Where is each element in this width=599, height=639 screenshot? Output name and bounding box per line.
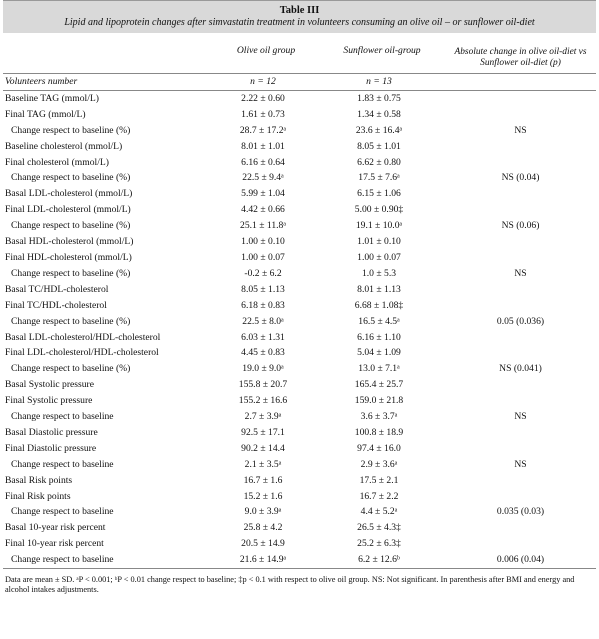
table-row: [3, 139, 596, 155]
row-label: Change respect to baseline (%): [11, 315, 131, 327]
sunflower-value: 25.2 ± 6.3‡: [357, 538, 401, 550]
olive-value: 25.8 ± 4.2: [243, 522, 283, 534]
row-label: Final LDL-cholesterol (mmol/L): [5, 204, 131, 216]
olive-value: 8.01 ± 1.01: [241, 140, 285, 152]
change-value: [445, 393, 596, 409]
row-label: Change respect to baseline: [11, 458, 114, 470]
table-row: [3, 186, 596, 202]
olive-value: 8.05 ± 1.13: [241, 283, 285, 295]
table-subtitle: Lipid and lipoprotein changes after simvastatin treatment in volunteers consuming an olive oil – or sunflower oil-diet: [64, 17, 535, 28]
sunflower-value: 159.0 ± 21.8: [354, 395, 404, 407]
sunflower-value: 3.6 ± 3.7ᵃ: [360, 411, 398, 423]
sunflower-value: 97.4 ± 16.0: [357, 442, 401, 454]
row-label: Change respect to baseline (%): [11, 267, 131, 279]
sunflower-value: 16.7 ± 2.2: [359, 490, 399, 502]
sunflower-value: 1.00 ± 0.07: [357, 251, 401, 263]
row-label: Final Diastolic pressure: [5, 442, 97, 454]
row-label: Change respect to baseline (%): [11, 220, 131, 232]
table-title-band: [3, 0, 596, 33]
olive-value: 6.03 ± 1.31: [241, 331, 285, 343]
olive-value: 155.8 ± 20.7: [238, 379, 288, 391]
olive-value: 92.5 ± 17.1: [241, 426, 285, 438]
olive-value: 22.5 ± 8.0ᵃ: [242, 315, 284, 327]
sunflower-value: 16.5 ± 4.5ᵃ: [358, 315, 400, 327]
row-label: Change respect to baseline: [11, 506, 114, 518]
change-value: NS (0.041): [499, 363, 542, 375]
row-label: Final TAG (mmol/L): [5, 108, 86, 120]
change-value: [445, 298, 596, 314]
row-label: Final LDL-cholesterol/HDL-cholesterol: [5, 347, 159, 359]
sunflower-value: 1.83 ± 0.75: [357, 92, 401, 104]
table-row: [3, 457, 596, 473]
change-value: 0.035 (0.03): [496, 506, 545, 518]
sunflower-value: 1.0 ± 5.3: [361, 267, 397, 279]
row-label: Change respect to baseline (%): [11, 172, 131, 184]
change-value: [445, 186, 596, 202]
olive-value: 15.2 ± 1.6: [243, 490, 283, 502]
olive-value: 22.5 ± 9.4ᵃ: [242, 172, 284, 184]
sunflower-value: 17.5 ± 2.1: [359, 474, 399, 486]
row-label: Final TC/HDL-cholesterol: [5, 299, 107, 311]
table-footnote: Data are mean ± SD. ᵃP < 0.001; ᵇP < 0.01 change respect to baseline; ‡p < 0.1 with respect to olive oil group. NS: Not significant. In parenthesis after BMI and energy and alcohol intakes adjustments.: [5, 575, 575, 595]
table-row: [3, 473, 596, 489]
olive-value: 9.0 ± 3.9ᵃ: [244, 506, 282, 518]
lipid-table: [3, 33, 596, 569]
change-value: [445, 520, 596, 536]
change-value: [445, 330, 596, 346]
sunflower-value: 5.00 ± 0.90‡: [354, 204, 404, 216]
change-value: [445, 489, 596, 505]
row-label: Basal Systolic pressure: [5, 379, 94, 391]
header-olive: Olive oil group: [236, 45, 296, 56]
table-row: [3, 266, 596, 282]
row-label: Change respect to baseline (%): [11, 363, 131, 375]
table-row: [3, 377, 596, 393]
table-row: [3, 218, 596, 234]
olive-value: 155.2 ± 16.6: [238, 395, 288, 407]
sunflower-value: 5.04 ± 1.09: [357, 347, 401, 359]
row-label: Basal 10-year risk percent: [5, 522, 106, 534]
table-row: [3, 282, 596, 298]
sunflower-value: 6.16 ± 1.10: [357, 331, 401, 343]
olive-value: 1.61 ± 0.73: [241, 108, 285, 120]
volunteers-change: [445, 74, 596, 91]
change-value: [445, 425, 596, 441]
table-header-row: [3, 33, 596, 74]
change-value: [445, 139, 596, 155]
sunflower-value: 6.68 ± 1.08‡: [354, 299, 404, 311]
olive-value: 1.00 ± 0.07: [241, 251, 285, 263]
change-value: [445, 90, 596, 106]
change-value: NS (0.04): [501, 172, 540, 184]
table-row: [3, 250, 596, 266]
row-label: Final Systolic pressure: [5, 395, 93, 407]
sunflower-value: 19.1 ± 10.0ᵃ: [355, 220, 403, 232]
row-label: Change respect to baseline (%): [11, 124, 131, 136]
change-value: 0.006 (0.04): [445, 552, 596, 568]
table-row: [3, 90, 596, 106]
sunflower-value: 17.5 ± 7.6ᵃ: [358, 172, 400, 184]
change-value: [445, 202, 596, 218]
sunflower-value: 26.5 ± 4.3‡: [357, 522, 401, 534]
change-value: [445, 155, 596, 171]
olive-value: 5.99 ± 1.04: [241, 188, 285, 200]
table-row: [3, 234, 596, 250]
sunflower-value: 1.34 ± 0.58: [357, 108, 401, 120]
sunflower-value: 2.9 ± 3.6ᵃ: [360, 458, 398, 470]
sunflower-value: 13.0 ± 7.1ᵃ: [358, 363, 400, 375]
olive-value: 19.0 ± 9.0ᵃ: [242, 363, 284, 375]
table-body: [3, 90, 596, 568]
row-label: Basal Diastolic pressure: [5, 426, 98, 438]
sunflower-value: 6.2 ± 12.6ᵇ: [325, 552, 445, 568]
row-label: Basal LDL-cholesterol/HDL-cholesterol: [5, 331, 161, 343]
table-row: [3, 489, 596, 505]
table-row: [3, 425, 596, 441]
table-row: [3, 298, 596, 314]
change-value: 0.05 (0.036): [496, 315, 545, 327]
olive-value: 2.7 ± 3.9ᵃ: [244, 411, 282, 423]
olive-value: 6.16 ± 0.64: [241, 156, 285, 168]
sunflower-value: 165.4 ± 25.7: [354, 379, 404, 391]
sunflower-value: 6.15 ± 1.06: [357, 188, 401, 200]
sunflower-value: 1.01 ± 0.10: [357, 236, 401, 248]
table-row: [3, 520, 596, 536]
volunteers-label: Volunteers number: [3, 74, 213, 91]
olive-value: -0.2 ± 6.2: [244, 267, 282, 279]
table-row: [3, 123, 596, 139]
change-value: NS: [514, 124, 527, 136]
sunflower-value: 4.4 ± 5.2ᵃ: [360, 506, 398, 518]
olive-value: 28.7 ± 17.2ᵃ: [239, 124, 287, 136]
change-value: [445, 282, 596, 298]
row-label: Change respect to baseline: [11, 411, 114, 423]
header-label-cell: [3, 33, 213, 74]
olive-value: 21.6 ± 14.9ᵃ: [213, 552, 325, 568]
header-change: Absolute change in olive oil-diet vs Sunflower oil-diet (p): [454, 47, 587, 68]
change-value: NS: [514, 411, 527, 423]
sunflower-value: 100.8 ± 18.9: [354, 426, 404, 438]
row-label: Baseline cholesterol (mmol/L): [5, 140, 123, 152]
table-title: Table III: [279, 5, 320, 16]
change-value: [445, 234, 596, 250]
row-label: Basal TC/HDL-cholesterol: [5, 283, 109, 295]
olive-value: 6.18 ± 0.83: [241, 299, 285, 311]
olive-value: 90.2 ± 14.4: [241, 442, 285, 454]
change-value: [445, 473, 596, 489]
table-row: [3, 361, 596, 377]
change-value: [445, 107, 596, 123]
table-row: [3, 409, 596, 425]
table-row: [3, 155, 596, 171]
table-row: [3, 441, 596, 457]
olive-value: 2.1 ± 3.5ᵃ: [244, 458, 282, 470]
olive-value: 4.45 ± 0.83: [241, 347, 285, 359]
olive-value: 2.22 ± 0.60: [241, 92, 285, 104]
row-label: Basal Risk points: [5, 474, 73, 486]
row-label: Basal HDL-cholesterol (mmol/L): [5, 236, 134, 248]
olive-value: 20.5 ± 14.9: [241, 538, 285, 550]
olive-value: 16.7 ± 1.6: [243, 474, 283, 486]
volunteers-olive: n = 12: [213, 74, 325, 91]
change-value: NS: [514, 458, 527, 470]
olive-value: 25.1 ± 11.8ᵃ: [240, 220, 286, 232]
table-row: [3, 314, 596, 330]
sunflower-value: 6.62 ± 0.80: [357, 156, 401, 168]
change-value: [445, 441, 596, 457]
table-row: [3, 345, 596, 361]
change-value: [445, 250, 596, 266]
volunteers-row: [3, 74, 596, 91]
header-sunflower: Sunflower oil-group: [343, 45, 421, 56]
table-row: [3, 330, 596, 346]
row-label: Basal LDL-cholesterol (mmol/L): [5, 188, 133, 200]
change-value: [445, 345, 596, 361]
olive-value: 4.42 ± 0.66: [241, 204, 285, 216]
table-row: [3, 536, 596, 552]
table-row: [3, 552, 596, 568]
table-row: [3, 393, 596, 409]
table-row: [3, 202, 596, 218]
row-label: Final 10-year risk percent: [5, 538, 104, 550]
change-value: [445, 536, 596, 552]
volunteers-sunflower: n = 13: [325, 74, 445, 91]
row-label: Final HDL-cholesterol (mmol/L): [5, 251, 132, 263]
row-label: Final cholesterol (mmol/L): [5, 156, 109, 168]
sunflower-value: 8.05 ± 1.01: [357, 140, 401, 152]
table-row: [3, 107, 596, 123]
row-label: Baseline TAG (mmol/L): [5, 92, 99, 104]
row-label: Change respect to baseline: [3, 552, 213, 568]
change-value: NS: [514, 267, 527, 279]
sunflower-value: 8.01 ± 1.13: [357, 283, 401, 295]
change-value: [445, 377, 596, 393]
sunflower-value: 23.6 ± 16.4ᵃ: [355, 124, 403, 136]
row-label: Final Risk points: [5, 490, 71, 502]
table-row: [3, 170, 596, 186]
change-value: NS (0.06): [501, 220, 540, 232]
olive-value: 1.00 ± 0.10: [241, 236, 285, 248]
table-row: [3, 504, 596, 520]
